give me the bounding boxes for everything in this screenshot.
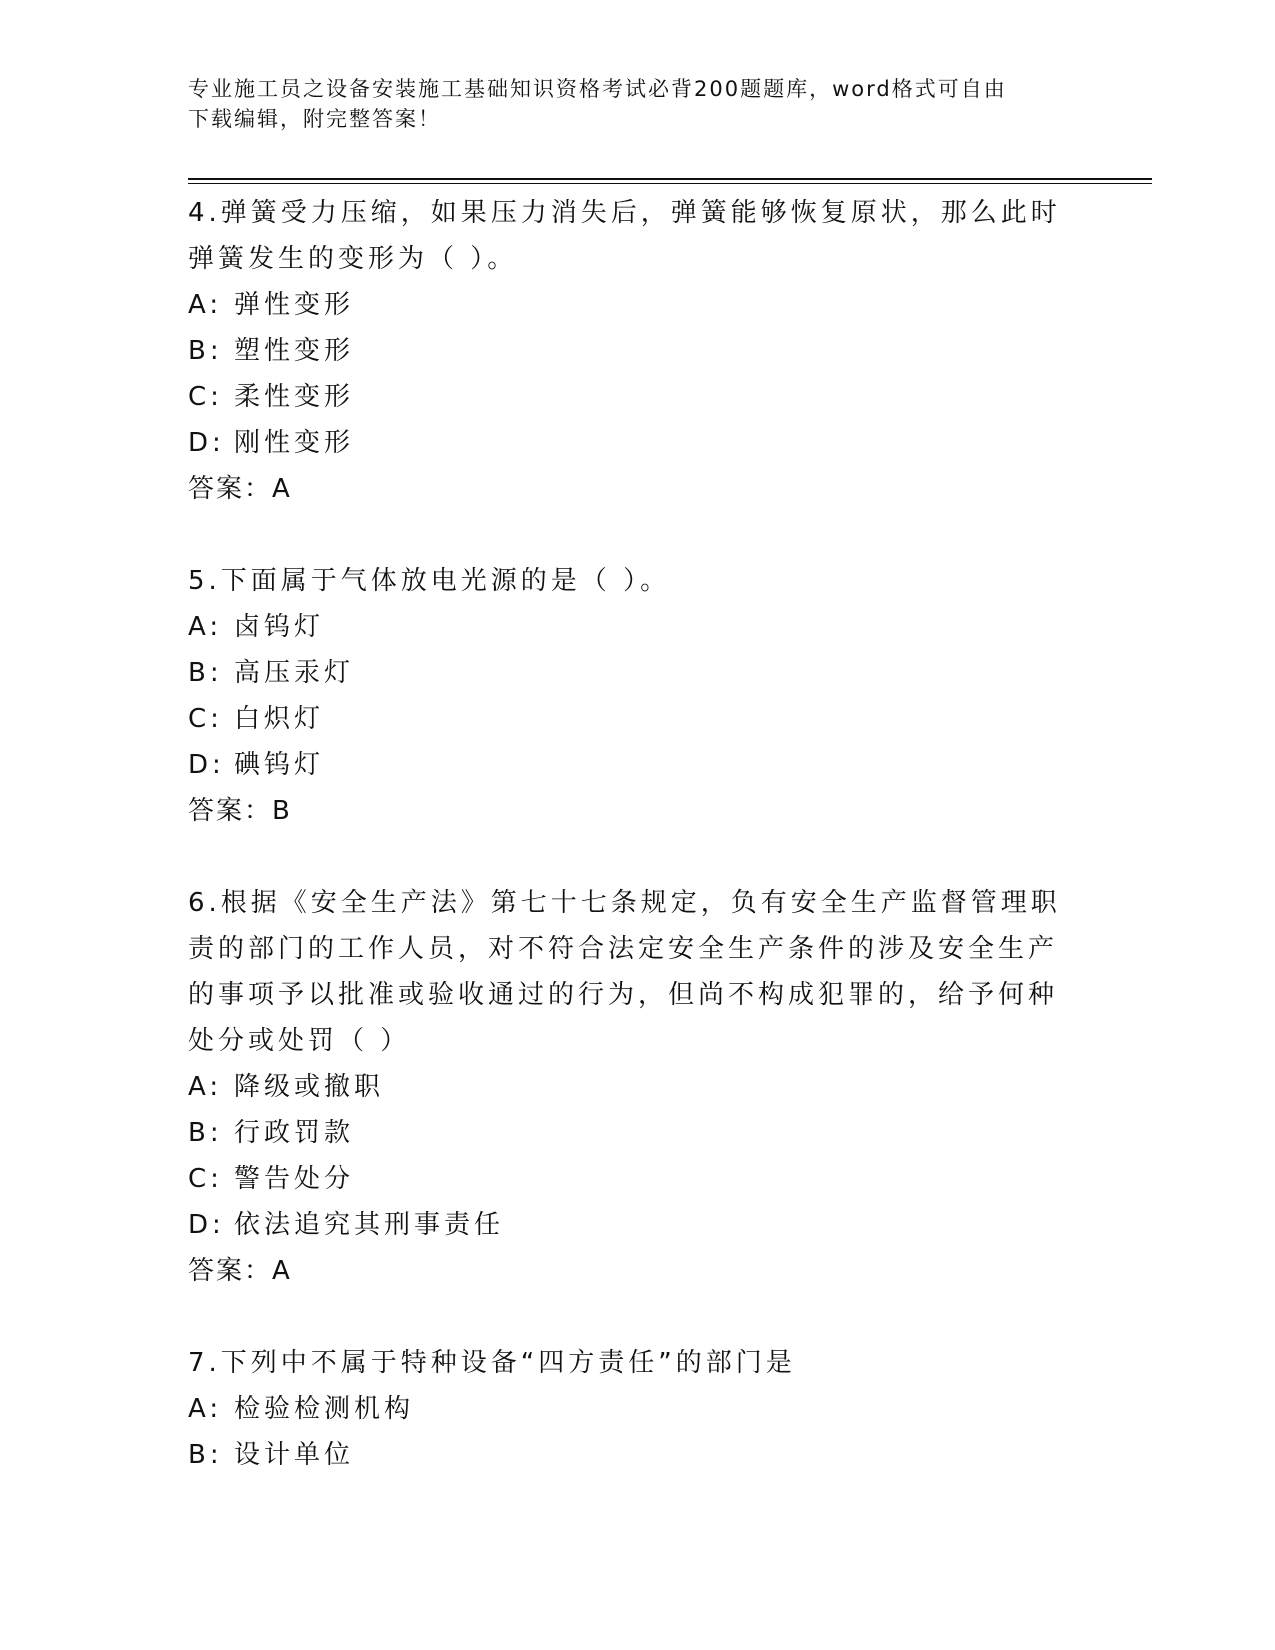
option-letter: B: [188,658,223,688]
option-b [188,1110,1068,1156]
question-5 [188,558,1068,834]
option-letter: A: [188,1072,223,1102]
option-letter: D: [188,428,225,458]
header-divider-thick [188,178,1152,180]
option-text: 警告处分 [234,1164,355,1194]
option-text: 刚性变形 [234,428,355,458]
option-text: 柔性变形 [234,382,355,412]
option-text: 检验检测机构 [234,1394,415,1424]
option-b [188,328,1068,374]
option-text: 弹性变形 [234,290,355,320]
option-letter: C: [188,704,223,734]
option-b [188,650,1068,696]
option-letter: A: [188,290,223,320]
option-letter: D: [188,1210,225,1240]
option-letter: C: [188,1164,223,1194]
option-text: 卤钨灯 [234,612,325,642]
option-d [188,1202,1068,1248]
option-text: 设计单位 [234,1440,355,1470]
question-6 [188,880,1068,1294]
header-title-line2: 下载编辑，附完整答案！ [188,107,441,131]
option-text: 降级或撤职 [234,1072,385,1102]
option-letter: B: [188,1440,223,1470]
header-divider-thin [188,183,1152,184]
option-a [188,604,1068,650]
answer-label: 答案：B [188,796,292,826]
option-letter: D: [188,750,225,780]
option-letter: A: [188,1394,223,1424]
question-text: 4.弹簧受力压缩，如果压力消失后，弹簧能够恢复原状，那么此时弹簧发生的变形为（ ）。 [188,198,1061,274]
option-a [188,1386,1068,1432]
option-b [188,1432,1068,1478]
option-d [188,420,1068,466]
question-7 [188,1340,1068,1478]
question-text: 6.根据《安全生产法》第七十七条规定，负有安全生产监督管理职责的部门的工作人员，对不符合法定安全生产条件的涉及安全生产的事项予以批准或验收通过的行为，但尚不构成犯罪的，给予何种处分或处罚（ ） [188,888,1061,1056]
option-letter: B: [188,1118,223,1148]
option-text: 行政罚款 [234,1118,355,1148]
option-d [188,742,1068,788]
answer-label: 答案：A [188,474,292,504]
option-letter: C: [188,382,223,412]
header-title-line1: 专业施工员之设备安装施工基础知识资格考试必背200题题库，word格式可自由 [188,77,1007,101]
option-c [188,696,1068,742]
question-text: 7.下列中不属于特种设备“四方责任”的部门是 [188,1348,796,1378]
option-c [188,1156,1068,1202]
option-letter: A: [188,612,223,642]
option-text: 白炽灯 [234,704,325,734]
answer-label: 答案：A [188,1256,292,1286]
question-4 [188,190,1068,512]
document-header [188,74,1088,134]
option-letter: B: [188,336,223,366]
question-list [188,190,1068,1524]
option-a [188,282,1068,328]
option-c [188,374,1068,420]
option-text: 依法追究其刑事责任 [234,1210,505,1240]
option-a [188,1064,1068,1110]
option-text: 塑性变形 [234,336,355,366]
option-text: 碘钨灯 [234,750,325,780]
option-text: 高压汞灯 [234,658,355,688]
question-text: 5.下面属于气体放电光源的是（ ）。 [188,566,671,596]
